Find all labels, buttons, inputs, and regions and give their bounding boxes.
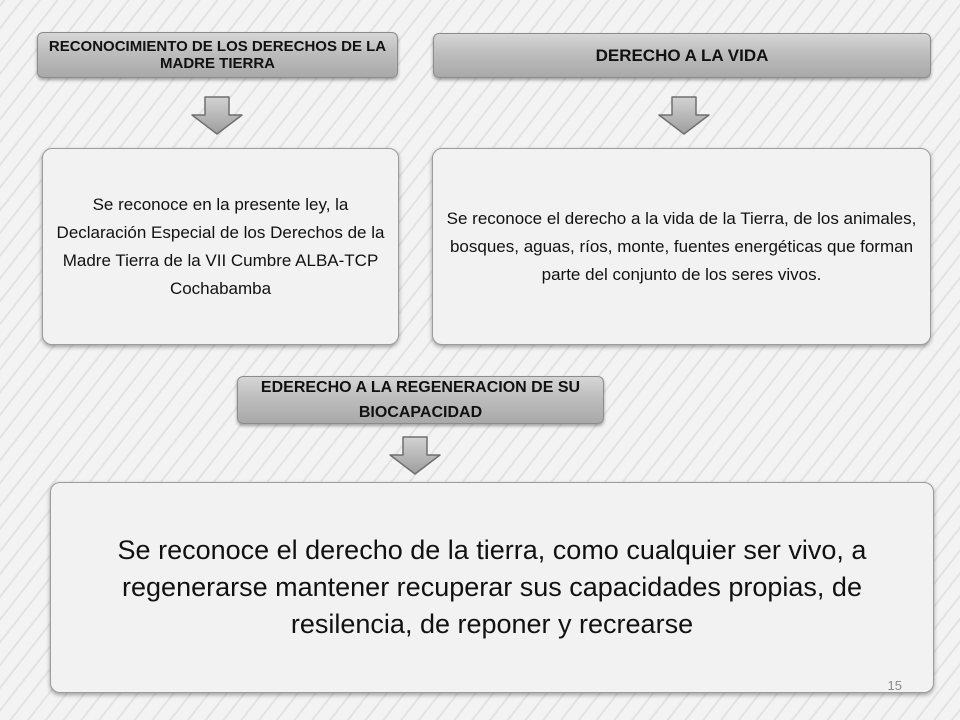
box-declaracion (42, 148, 399, 345)
header-derecho-vida-label: DERECHO A LA VIDA (595, 45, 769, 65)
down-arrow-icon (190, 96, 244, 136)
header-derechos-madre-tierra (37, 32, 398, 78)
down-arrow-icon (657, 96, 711, 136)
down-arrow-icon (388, 436, 442, 476)
header-regeneracion (237, 376, 604, 424)
box-derecho-vida (432, 148, 931, 345)
header-derechos-madre-tierra-label: RECONOCIMIENTO DE LOS DERECHOS DE LA MADRE TIERRA (48, 38, 387, 72)
box-regeneracion (50, 482, 934, 693)
header-derecho-vida (433, 33, 931, 78)
header-regeneracion-label: EDERECHO A LA REGENERACION DE SU BIOCAPACIDAD (260, 379, 581, 421)
page-number: 15 (887, 678, 902, 693)
box-declaracion-text: Se reconoce en la presente ley, la Declaración Especial de los Derechos de la Madre Tierra de la VII Cumbre ALBA-TCP Cochabamba (56, 194, 385, 298)
box-regeneracion-text: Se reconoce el derecho de la tierra, como cualquier ser vivo, a regenerarse mantener recuperar sus capacidades propias, de resilencia, de reponer y recrearse (117, 535, 867, 639)
box-derecho-vida-text: Se reconoce el derecho a la vida de la Tierra, de los animales, bosques, aguas, ríos, monte, fuentes energéticas que forman parte del conjunto de los seres vivos. (446, 208, 917, 284)
